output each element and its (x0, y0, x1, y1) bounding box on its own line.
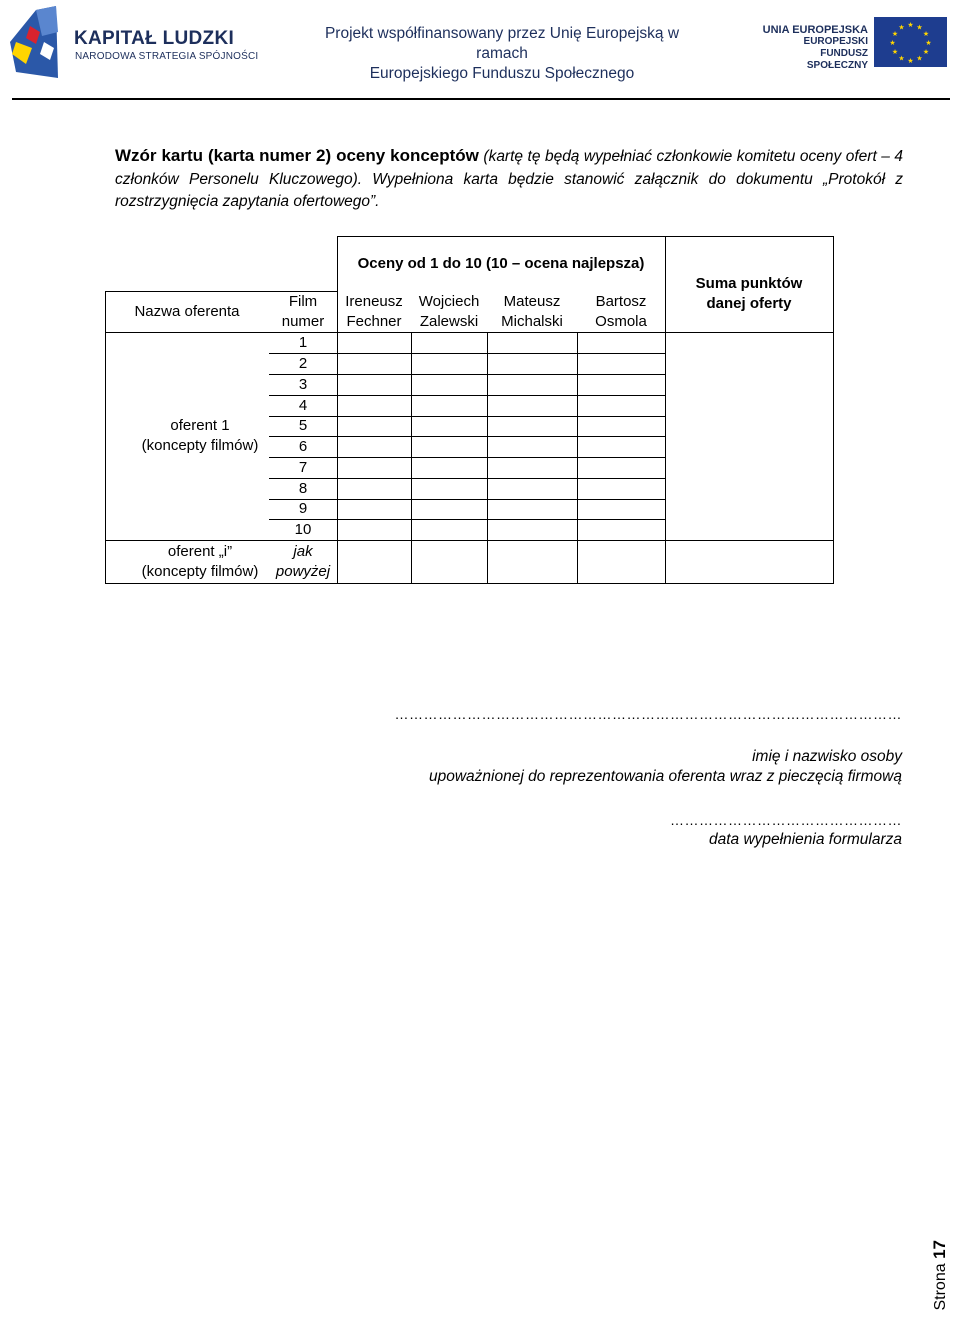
page-footer (930, 1240, 960, 1340)
svg-text:★: ★ (889, 39, 896, 47)
svg-text:★: ★ (916, 23, 923, 32)
evaluator-first-name: Bartosz (595, 292, 647, 310)
project-line-2: Europejskiego Funduszu Społecznego (369, 65, 635, 82)
svg-text:★: ★ (922, 48, 930, 56)
date-caption: data wypełnienia formularza (709, 831, 902, 848)
film-number-cell: 6 (298, 437, 308, 455)
film-number-cell: 8 (298, 479, 308, 497)
as-above-line-2: powyżej (275, 562, 331, 580)
page-number: 17 (930, 1240, 949, 1259)
table-line (577, 332, 578, 584)
evaluator-last-name: Osmola (595, 312, 647, 330)
col-header-evaluator-2 (411, 291, 487, 332)
as-above-line-1: jak (293, 542, 313, 560)
project-cofinancing-note (300, 24, 704, 84)
film-number-cell: 9 (298, 500, 308, 517)
date-line: ………………………………………… (670, 812, 902, 828)
table-line (487, 332, 488, 584)
offerer-1-name: oferent 1 (170, 417, 230, 434)
svg-text:★: ★ (925, 39, 932, 47)
offerer-i-name: oferent „i” (167, 542, 233, 560)
header-divider (12, 98, 950, 100)
table-line (105, 583, 834, 584)
table-line (833, 236, 834, 584)
film-number-cell: 10 (294, 520, 312, 538)
eu-line-2: EUROPEJSKI (803, 36, 868, 47)
signature-caption-line-2: upoważnionej do reprezentowania oferenta wraz z pieczęcią firmową (428, 768, 902, 785)
svg-text:★: ★ (916, 54, 923, 63)
offerer-1-description: (koncepty filmów) (141, 437, 259, 454)
offerer-1-cell (105, 332, 295, 540)
svg-text:★: ★ (907, 21, 914, 29)
svg-text:★: ★ (891, 48, 899, 56)
page-header (0, 0, 960, 100)
film-label: Film (288, 292, 318, 310)
film-number-cell: 2 (298, 354, 308, 372)
project-line-1: Projekt współfinansowany przez Unię Europejską w ramach (324, 25, 680, 62)
eu-line-1: UNIA EUROPEJSKA (762, 24, 868, 36)
col-header-evaluator-3 (487, 291, 577, 332)
eu-flag-icon (874, 17, 947, 67)
eu-line-3: FUNDUSZ SPOŁECZNY (806, 48, 868, 71)
number-label: numer (281, 312, 325, 330)
offerer-i-cell (135, 540, 265, 583)
page-word: Strona (932, 1263, 949, 1311)
signature-caption-line-1: imię i nazwisko osoby (752, 748, 902, 765)
svg-text:★: ★ (898, 54, 905, 63)
logo-title: KAPITAŁ LUDZKI (74, 28, 235, 49)
evaluator-last-name: Michalski (501, 312, 563, 330)
film-number-cell: 4 (298, 396, 308, 414)
intro-lead: Wzór kartu (karta numer 2) oceny konceptów (115, 146, 479, 165)
film-number-cell: 3 (298, 375, 308, 393)
col-header-evaluator-1 (337, 291, 411, 332)
col-header-film-number (269, 291, 337, 332)
film-number-cell: 7 (298, 458, 308, 476)
eu-fund-label (760, 24, 868, 72)
film-number-cell: 5 (298, 417, 308, 434)
svg-text:★: ★ (907, 57, 914, 65)
page-number-label (930, 1240, 954, 1340)
col-header-sum: Suma punktów danej oferty (695, 275, 803, 312)
intro-paragraph (115, 145, 903, 214)
evaluation-table (105, 236, 834, 584)
logo-subtitle: NARODOWA STRATEGIA SPÓJNOŚCI (75, 51, 259, 62)
evaluator-last-name: Fechner (346, 312, 402, 330)
svg-text:★: ★ (922, 30, 930, 38)
col-header-evaluator-4 (577, 291, 665, 332)
col-header-offerer: Nazwa oferenta (134, 302, 240, 320)
offerer-i-description: (koncepty filmów) (141, 562, 259, 580)
intro-description: (kartę tę będą wypełniać członkowie komitetu oceny ofert – 4 członków Personelu Kluczowego). Wypełniona karta będzie stanowić załącznik do dokumentu „Protokół z rozstrzygnięcia zapytania ofertowego”. (115, 148, 903, 210)
evaluator-first-name: Wojciech (418, 292, 480, 310)
svg-text:★: ★ (898, 23, 905, 32)
signature-line: …………………………………………………………………………………………… (394, 706, 902, 722)
svg-text:★: ★ (891, 30, 899, 38)
as-above-cell (269, 540, 337, 583)
film-number-cell: 1 (298, 333, 308, 351)
evaluator-first-name: Ireneusz (345, 292, 403, 310)
table-line (411, 332, 412, 584)
table-line (337, 236, 338, 584)
evaluator-first-name: Mateusz (503, 292, 561, 310)
evaluator-last-name: Zalewski (419, 312, 479, 330)
signature-caption (420, 747, 902, 787)
ratings-header: Oceny od 1 do 10 (10 – ocena najlepsza) (357, 255, 645, 272)
